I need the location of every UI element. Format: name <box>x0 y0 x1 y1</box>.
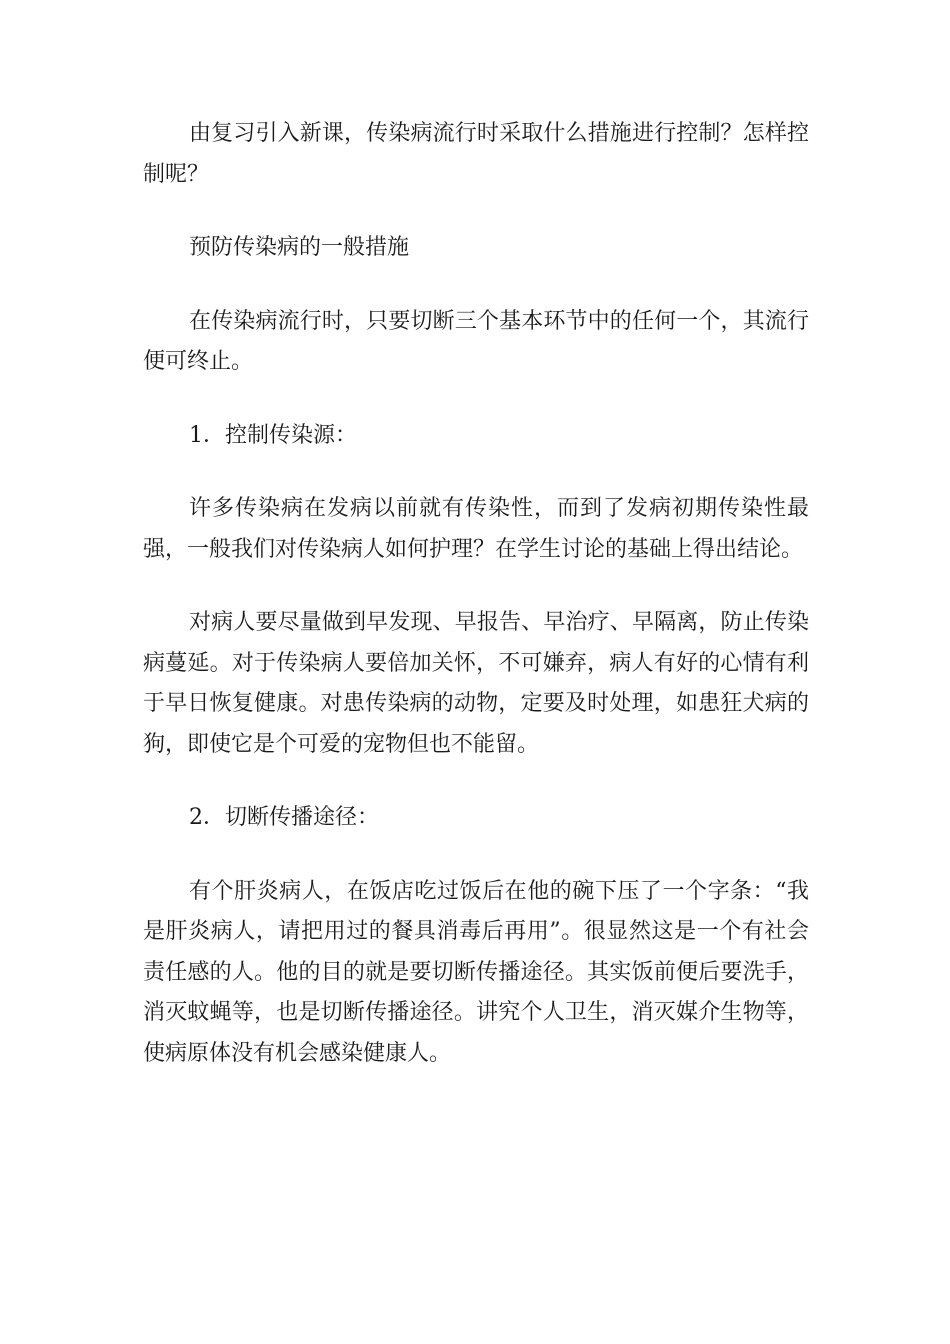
body-paragraph: 有个肝炎病人，在饭店吃过饭后在他的碗下压了一个字条：“我是肝炎病人，请把用过的餐具消毒后再用”。很显然这是一个有社会责任感的人。他的目的就是要切断传播途径。其实饭前便后要洗手，消灭蚊蝇等，也是切断传播途径。讲究个人卫生，消灭媒介生物等，使病原体没有机会感染健康人。 <box>143 878 809 1066</box>
body-paragraph: 对病人要尽量做到早发现、早报告、早治疗、早隔离，防止传染病蔓延。对于传染病人要倍加关怀，不可嫌弃，病人有好的心情有利于早日恢复健康。对患传染病的动物，定要及时处理，如患狂犬病的狗，即使它是个可爱的宠物但也不能留。 <box>143 610 809 757</box>
body-paragraph: 在传染病流行时，只要切断三个基本环节中的任何一个，其流行便可终止。 <box>143 308 809 374</box>
subheading-cut-transmission: 2．切断传播途径： <box>189 805 379 830</box>
intro-paragraph: 由复习引入新课，传染病流行时采取什么措施进行控制？怎样控制呢？ <box>143 121 809 187</box>
body-paragraph: 许多传染病在发病以前就有传染性，而到了发病初期传染性最强，一般我们对传染病人如何护理？在学生讨论的基础上得出结论。 <box>143 496 809 562</box>
section-heading-prevention: 预防传染病的一般措施 <box>189 235 410 260</box>
document-body <box>143 114 809 1107</box>
subheading-control-source: 1．控制传染源： <box>189 422 357 448</box>
